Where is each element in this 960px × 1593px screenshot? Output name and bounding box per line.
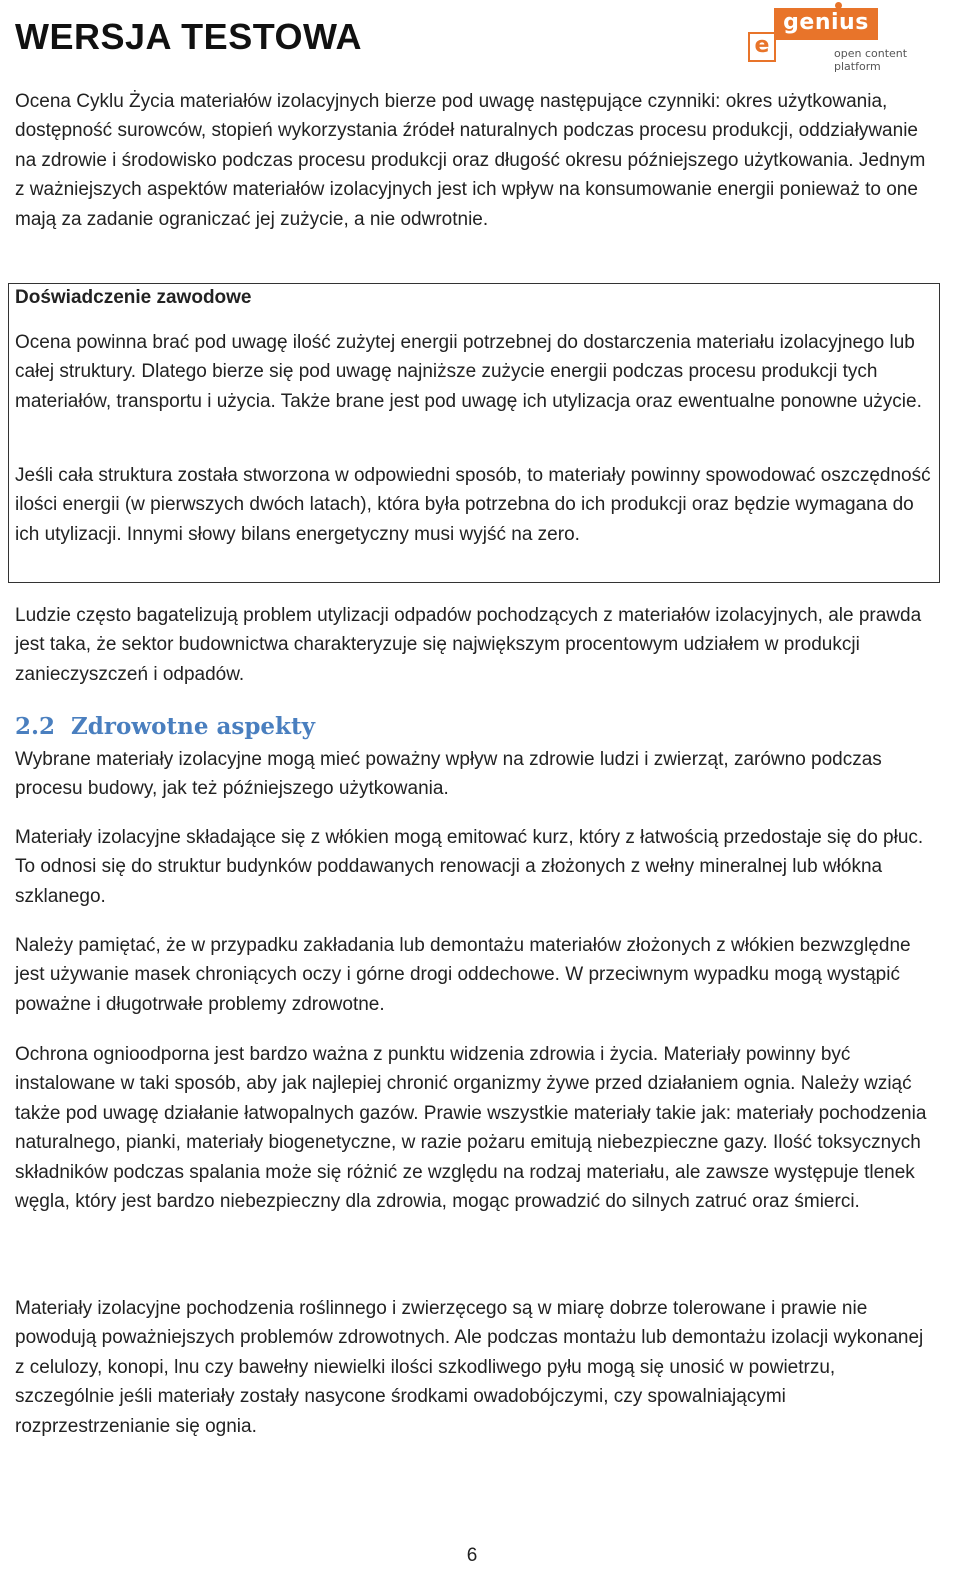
logo-e-letter: e [748, 32, 776, 62]
intro-paragraph: Ocena Cyklu Życia materiałów izolacyjnych bierze pod uwagę następujące czynniki: okres użytkowania, dostępność surowców, stopień wykorzystania źródeł naturalnych podczas procesu produkcji, oddziaływanie na zdrowie i środowisko podczas procesu produkcji oraz długość okresu późniejszego użytkowania. Jednym z ważniejszych aspektów materiałów izolacyjnych jest ich wpływ na konsumowanie energii ponieważ to one mają za zadanie ograniczać jej zużycie, a nie odwrotnie. [15, 91, 926, 230]
health-paragraph-1: Wybrane materiały izolacyjne mogą mieć poważny wpływ na zdrowie ludzi i zwierząt, zarówno podczas procesu budowy, jak też późniejszego użytkowania. [15, 749, 882, 800]
logo-subtitle-line2: platform [834, 60, 881, 73]
health-paragraph-2: Materiały izolacyjne składające się z włókien mogą emitować kurz, który z łatwością przedostaje się do płuc. To odnosi się do struktur budynków poddawanych renowacji a złożonych z wełny mineralnej lub włókna szklanego. [15, 827, 924, 907]
logo-genius-wordmark: genius [774, 8, 878, 40]
experience-paragraph-2: Jeśli cała struktura została stworzona w odpowiedni sposób, to materiały powinny spowodować oszczędność ilości energii (w pierwszych dwóch latach), która była potrzebna do ich produkcji oraz będzie wymagana do ich utylizacji. Innymi słowy bilans energetyczny musi wyjść na zero. [15, 465, 931, 545]
egenius-logo [748, 2, 918, 80]
page-number: 6 [466, 1545, 478, 1566]
waste-paragraph: Ludzie często bagatelizują problem utylizacji odpadów pochodzących z materiałów izolacyjnych, ale prawda jest taka, że sektor budownictwa charakteryzuje się największym procentowym udziałem w produkcji zanieczyszczeń i odpadów. [15, 605, 922, 685]
experience-paragraph-1: Ocena powinna brać pod uwagę ilość zużytej energii potrzebnej do dostarczenia materiału izolacyjnego lub całej struktury. Dlatego bierze się pod uwagę najniższe zużycie energii podczas procesu produkcji tych materiałów, transportu i użycia. Także brane jest pod uwagę ich utylizacja oraz ewentualne ponowne użycie. [15, 332, 922, 412]
section-title: Zdrowotne aspekty [71, 713, 315, 740]
logo-subtitle [834, 47, 918, 73]
health-paragraph-4: Ochrona ognioodporna jest bardzo ważna z punktu widzenia zdrowia i życia. Materiały powinny być instalowane w taki sposób, aby jak najlepiej chronić organizmy żywe przed działaniem ognia. Należy wziąć także pod uwagę działanie łatwopalnych gazów. Prawie wszystkie materiały takie jak: materiały pochodzenia naturalnego, pianki, materiały biogenetyczne, w razie pożaru emitują niebezpieczne gazy. Ilość toksycznych składników podczas spalania może się różnić ze względu na rodzaj materiału, ale zawsze występuje tlenek węgla, który jest bardzo niebezpieczny dla zdrowia, mogąc prowadzić do silnych zatruć oraz śmierci. [15, 1044, 927, 1213]
page-header-title: WERSJA TESTOWA [15, 16, 363, 57]
experience-box-title: Doświadczenie zawodowe [15, 287, 252, 308]
health-paragraph-5: Materiały izolacyjne pochodzenia roślinnego i zwierzęcego są w miarę dobrze tolerowane i prawie nie powodują poważniejszych problemów zdrowotnych. Ale podczas montażu lub demontażu izolacji wykonanej z celulozy, konopi, lnu czy bawełny niewielki ilości szkodliwego pyłu mogą się unosić w powietrzu, szczególnie jeśli materiały zostały nasycone środkami owadobójczymi, czy spowalniającymi rozprzestrzenianie się ognia. [15, 1298, 924, 1437]
logo-subtitle-line1: open content [834, 47, 908, 60]
health-paragraph-3: Należy pamiętać, że w przypadku zakładania lub demontażu materiałów złożonych z włókien bezwzględne jest używanie masek chroniących oczy i górne drogi oddechowe. W przeciwnym wypadku mogą wystąpić poważne i długotrwałe problemy zdrowotne. [15, 935, 911, 1015]
section-heading [15, 711, 315, 743]
section-number: 2.2 [15, 713, 56, 740]
